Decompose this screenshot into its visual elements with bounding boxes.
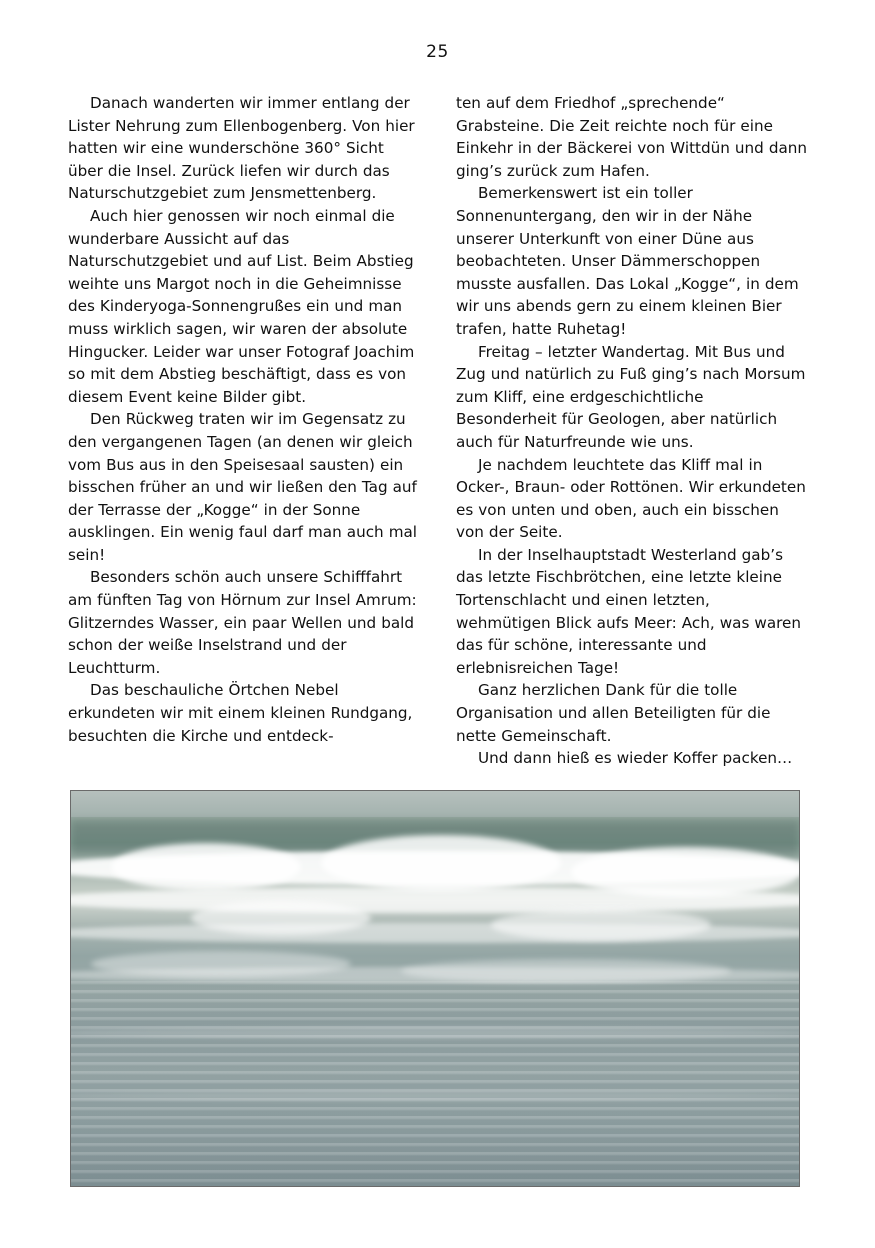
- text-columns: [68, 92, 808, 770]
- photo-foam: [91, 951, 351, 977]
- paragraph: Auch hier genossen wir noch einmal die wunderbare Aussicht auf das Naturschutzgebiet und auf List. Beim Abstieg weihte uns Margot noch in die Geheimnisse des Kinderyoga-Sonnengrußes ein und man muss wirklich sagen, wir waren der absolute Hingucker. Leider war unser Fotograf Joachim so mit dem Abstieg beschäftigt, dass es von diesem Event keine Bilder gibt.: [68, 206, 415, 406]
- photo-foam: [491, 909, 711, 941]
- photo-foam: [111, 843, 301, 891]
- paragraph: In der Inselhauptstadt Westerland gab’s das letzte Fischbrötchen, eine letzte kleine Tortenschlacht und einen letzten, wehmütigen Blick aufs Meer: Ach, was waren das für schöne, interessante und erlebnisreichen Tage!: [456, 545, 802, 677]
- photo-horizon: [71, 791, 799, 817]
- paragraph: Und dann hieß es wieder Koffer packen…: [478, 749, 793, 768]
- paragraph: Freitag – letzter Wandertag. Mit Bus und Zug und natürlich zu Fuß ging’s nach Morsum zum Kliff, eine erdgeschichtliche Besonderheit für Geologen, aber natürlich auch für Naturfreunde wie uns.: [456, 342, 806, 451]
- photo-foam: [191, 901, 371, 935]
- paragraph: ten auf dem Friedhof „sprechende“ Grabsteine. Die Zeit reichte noch für eine Einkehr in der Bäckerei von Wittdün und dann ging’s zurück zum Hafen.: [456, 94, 808, 180]
- paragraph: Den Rückweg traten wir im Gegensatz zu den vergangenen Tagen (an denen wir gleich vom Bus aus in den Speisesaal sausten) ein bisschen früher an und wir ließen den Tag auf der Terrasse der „Kogge“ in der Sonne ausklingen. Ein wenig faul darf man auch mal sein!: [68, 410, 418, 564]
- photo-foam: [401, 959, 731, 983]
- paragraph: Besonders schön auch unsere Schifffahrt am fünften Tag von Hörnum zur Insel Amrum: Glitzerndes Wasser, ein paar Wellen und bald schon der weiße Inselstrand und der Leuchtturm.: [68, 568, 417, 677]
- paragraph: Bemerkenswert ist ein toller Sonnenuntergang, den wir in der Nähe unserer Unterkunft von einer Düne aus beobachteten. Unser Dämmerschoppen musste ausfallen. Das Lokal „Kogge“, in dem wir uns abends gern zu einem kleinen Bier trafen, hatte Ruhetag!: [456, 184, 799, 338]
- paragraph: Je nachdem leuchtete das Kliff mal in Ocker-, Braun- oder Rottönen. Wir erkundeten es von unten und oben, auch ein bisschen von der Seite.: [456, 455, 806, 542]
- paragraph: Ganz herzlichen Dank für die tolle Organisation und allen Beteiligten für die nette Gemeinschaft.: [456, 681, 771, 745]
- photo-foam: [321, 835, 561, 891]
- page-number: 25: [426, 42, 449, 62]
- photo-sea-waves: [70, 790, 800, 1187]
- column-right: [456, 92, 808, 770]
- column-left: [68, 92, 420, 770]
- photo-foam: [571, 847, 800, 897]
- paragraph: Danach wanderten wir immer entlang der Lister Nehrung zum Ellenbogenberg. Von hier hatten wir eine wunderschöne 360° Sicht über die Insel. Zurück liefen wir durch das Naturschutzgebiet zum Jensmettenberg.: [68, 94, 415, 203]
- paragraph: Das beschauliche Örtchen Nebel erkundeten wir mit einem kleinen Rundgang, besuchten die Kirche und entdeck-: [68, 681, 413, 745]
- photo-water-texture: [71, 981, 799, 1187]
